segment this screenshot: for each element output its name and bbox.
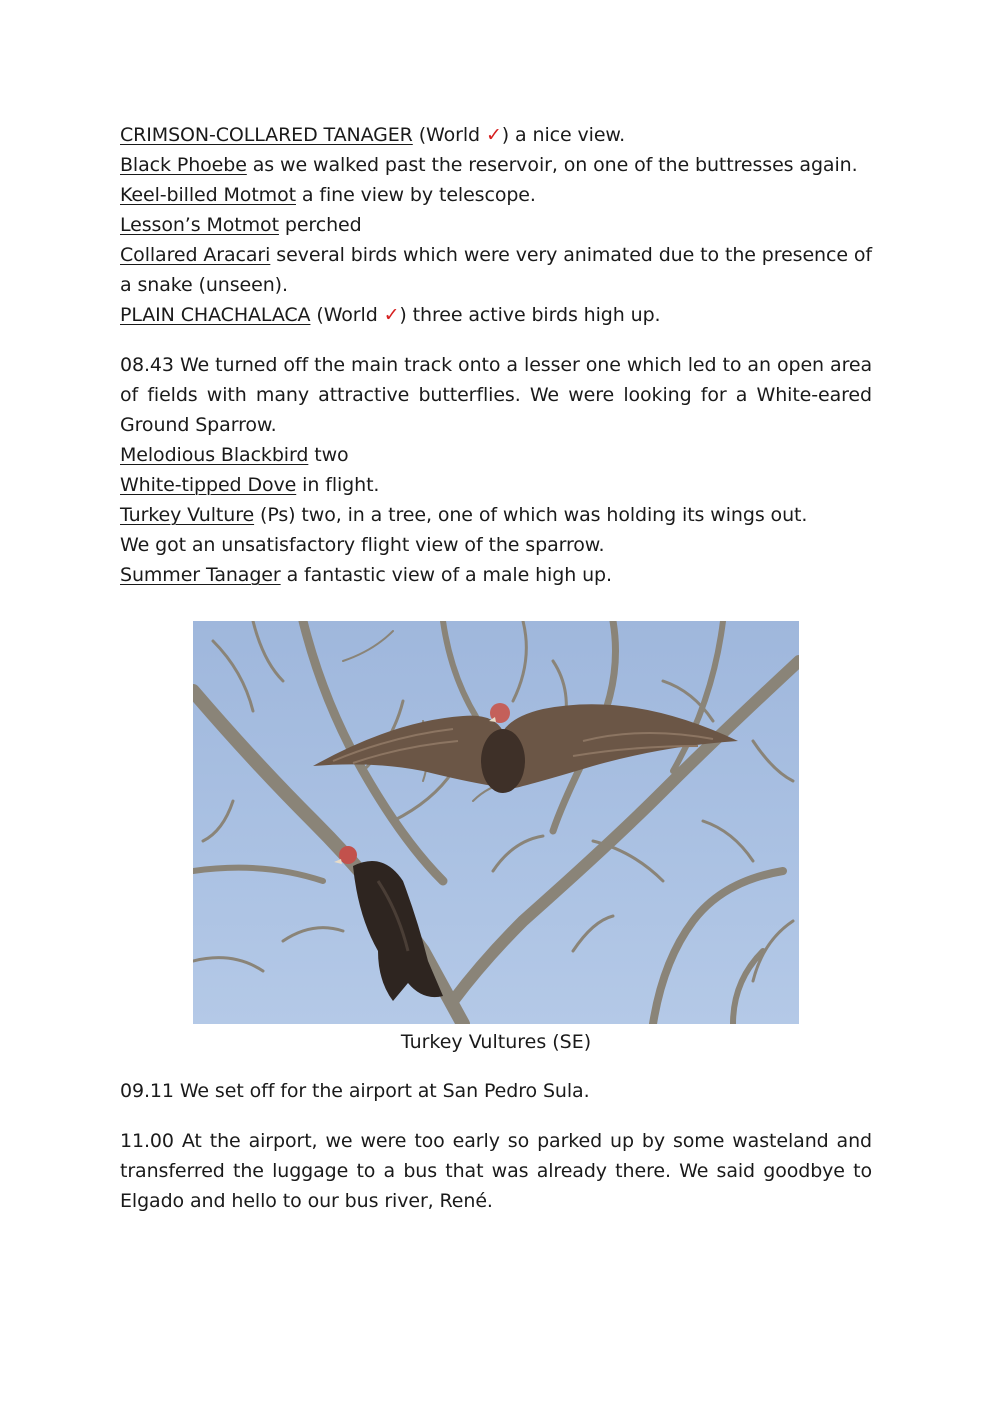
species-name: Collared Aracari (120, 244, 271, 266)
sighting-line: PLAIN CHACHALACA (World ✓) three active birds high up. (120, 304, 661, 326)
check-icon: ✓ (485, 124, 502, 146)
paragraph-4 (120, 1126, 872, 1216)
paragraph-line: of fields with many attractive butterflies. We were looking for a White-eared (120, 384, 872, 406)
species-name: CRIMSON-COLLARED TANAGER (120, 124, 413, 146)
sighting-line: Keel-billed Motmot a fine view by telescope. (120, 184, 536, 206)
sighting-line: Black Phoebe as we walked past the reservoir, on one of the buttresses again. (120, 154, 858, 176)
species-name: Melodious Blackbird (120, 444, 309, 466)
page-content (120, 120, 872, 590)
species-name: Turkey Vulture (120, 504, 255, 526)
species-name: White-tipped Dove (120, 474, 297, 496)
paragraph-line: Ground Sparrow. (120, 414, 277, 436)
species-name: Black Phoebe (120, 154, 247, 176)
sighting-line-cont: a snake (unseen). (120, 274, 288, 296)
sighting-line: Collared Aracari several birds which were very animated due to the presence of (120, 244, 872, 266)
paragraph-line: transferred the luggage to a bus that was already there. We said goodbye to (120, 1160, 872, 1182)
vulture-photo-illustration (193, 621, 799, 1024)
species-name: PLAIN CHACHALACA (120, 304, 311, 326)
paragraph-3 (120, 1076, 872, 1106)
sighting-line: CRIMSON-COLLARED TANAGER (World ✓) a nice view. (120, 124, 626, 146)
note-line: We got an unsatisfactory flight view of the sparrow. (120, 534, 605, 556)
sighting-line: Summer Tanager a fantastic view of a male high up. (120, 564, 612, 586)
sighting-line: Turkey Vulture (Ps) two, in a tree, one of which was holding its wings out. (120, 504, 808, 526)
sighting-line: Melodious Blackbird two (120, 444, 349, 466)
vulture-photo (193, 621, 799, 1024)
species-name: Keel-billed Motmot (120, 184, 296, 206)
species-name: Summer Tanager (120, 564, 281, 586)
paragraph-line: 08.43 We turned off the main track onto a lesser one which led to an open area (120, 354, 872, 376)
paragraph-line: 11.00 At the airport, we were too early so parked up by some wasteland and (120, 1130, 872, 1152)
sighting-line: White-tipped Dove in flight. (120, 474, 380, 496)
sighting-line: Lesson’s Motmot perched (120, 214, 362, 236)
species-name: Lesson’s Motmot (120, 214, 279, 236)
check-icon: ✓ (383, 304, 400, 326)
paragraph-line: Elgado and hello to our bus river, René. (120, 1190, 493, 1212)
paragraph-line: 09.11 We set off for the airport at San Pedro Sula. (120, 1080, 590, 1102)
photo-caption: Turkey Vultures (SE) (400, 1031, 592, 1053)
